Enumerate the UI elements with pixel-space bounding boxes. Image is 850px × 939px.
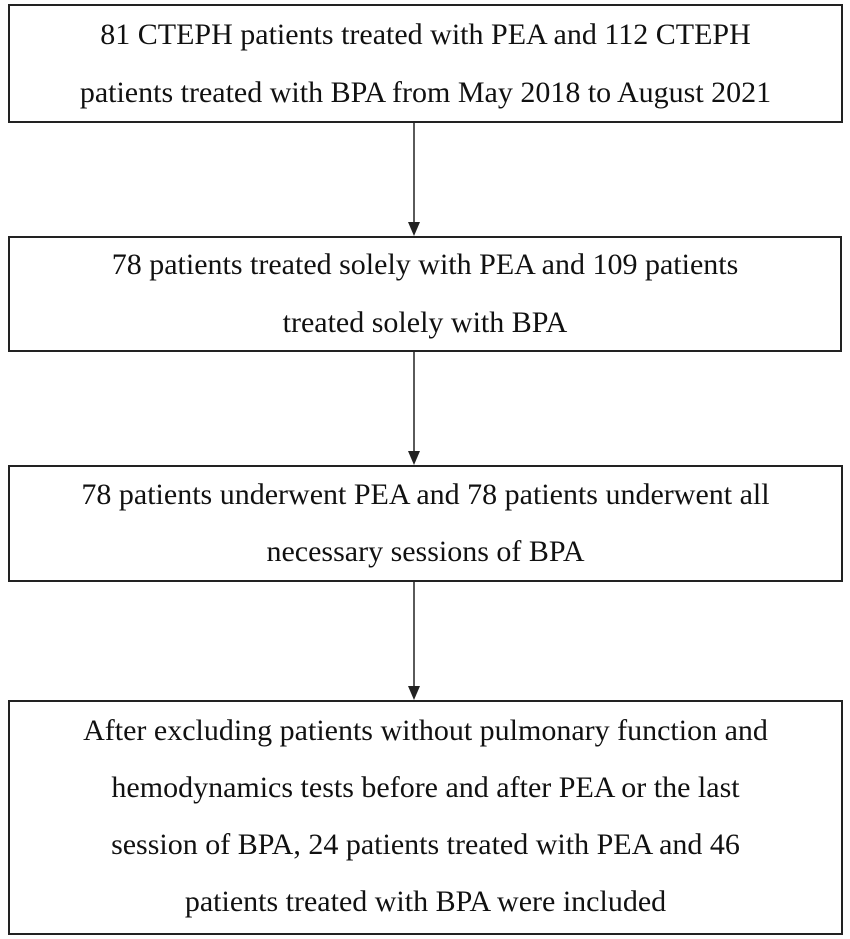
step-4-line-3: session of BPA, 24 patients treated with PEA and 46: [111, 828, 740, 861]
step-2-line-2: treated solely with BPA: [282, 306, 568, 339]
step-2-line-1: 78 patients treated solely with PEA and 109 patients: [111, 248, 739, 281]
arrow-step1-to-step2: [408, 123, 420, 236]
flow-step-3-box: [8, 465, 843, 582]
arrowhead-1: [408, 222, 420, 236]
arrowhead-2: [408, 451, 420, 465]
step-4-line-2: hemodynamics tests before and after PEA or the last: [111, 771, 740, 804]
arrowhead-3: [408, 686, 420, 700]
step-3-line-1: 78 patients underwent PEA and 78 patients underwent all: [81, 478, 770, 511]
step-3-line-2: necessary sessions of BPA: [266, 535, 585, 568]
arrow-step3-to-step4: [408, 582, 420, 700]
flow-step-2-box: [8, 236, 842, 352]
flow-step-4-box: [8, 700, 843, 935]
step-4-line-4: patients treated with BPA were included: [184, 885, 667, 918]
arrow-step2-to-step3: [408, 352, 420, 465]
flow-step-1-box: [8, 4, 843, 123]
step-4-line-1: After excluding patients without pulmonary function and: [83, 714, 768, 747]
step-1-line-2: patients treated with BPA from May 2018 to August 2021: [79, 75, 772, 109]
step-1-line-1: 81 CTEPH patients treated with PEA and 112 CTEPH: [100, 17, 751, 51]
